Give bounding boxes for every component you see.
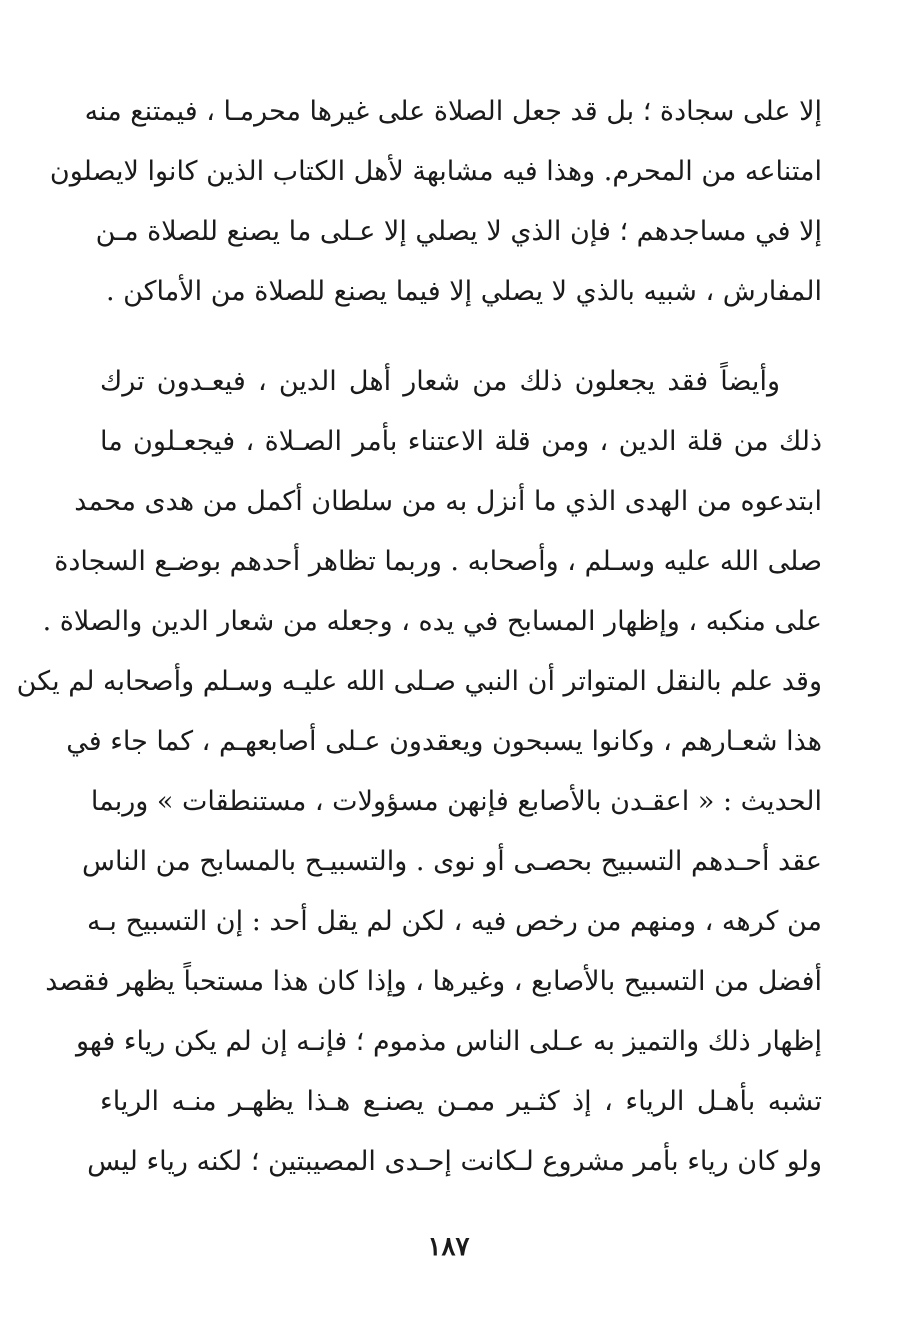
text-line: أفضل من التسبيح بالأصابع ، وغيرها ، وإذا كان هذا مستحباً يظهر فقصد (45, 966, 822, 997)
paragraph-2 (16, 352, 822, 1192)
text-line: ذلك من قلة الدين ، ومن قلة الاعتناء بأمر الصـلاة ، فيجعـلون ما (100, 426, 822, 457)
text-line: وأيضاً فقد يجعلون ذلك من شعار أهل الدين ، فيعـدون ترك (100, 366, 780, 397)
text-line: عقد أحـدهم التسبيح بحصـى أو نوى . والتسبيـح بالمسابح من الناس (82, 846, 822, 877)
text-line: إظهار ذلك والتميز به عـلى الناس مذموم ؛ فإنـه إن لم يكن رياء فهو (75, 1026, 822, 1057)
text-line: المفارش ، شبيه بالذي لا يصلي إلا فيما يصنع للصلاة من الأماكن . (105, 276, 822, 307)
text-line: من كرهه ، ومنهم من رخص فيه ، لكن لم يقل أحد : إن التسبيح بـه (87, 906, 822, 937)
text-line: هذا شعـارهم ، وكانوا يسبحون ويعقدون عـلى أصابعهـم ، كما جاء في (66, 726, 822, 757)
text-line: ولو كان رياء بأمر مشروع لـكانت إحـدى المصيبتين ؛ لكنه رياء ليس (87, 1146, 822, 1177)
text-line: صلى الله عليه وسـلم ، وأصحابه . وربما تظاهر أحدهم بوضـع السجادة (54, 546, 822, 577)
text-line: إلا في مساجدهم ؛ فإن الذي لا يصلي إلا عـلى ما يصنع للصلاة مـن (95, 216, 822, 247)
text-line: وقد علم بالنقل المتواتر أن النبي صـلى الله عليـه وسـلم وأصحابه لم يكن (16, 666, 822, 697)
page-number: ١٨٧ (427, 1232, 470, 1262)
paragraph-1 (49, 82, 822, 322)
text-line: تشبه بأهـل الرياء ، إذ كثـير ممـن يصنـع هـذا يظهـر منـه الرياء (100, 1086, 822, 1117)
text-line: الحديث : « اعقـدن بالأصابع فإنهن مسؤولات ، مستنطقات » وربما (90, 786, 822, 817)
text-line: امتناعه من المحرم. وهذا فيه مشابهة لأهل الكتاب الذين كانوا لايصلون (49, 156, 822, 187)
text-line: على منكبه ، وإظهار المسابح في يده ، وجعله من شعار الدين والصلاة . (42, 606, 822, 637)
text-line: إلا على سجادة ؛ بل قد جعل الصلاة على غيرها محرمـا ، فيمتنع منه (84, 96, 822, 127)
text-line: ابتدعوه من الهدى الذي ما أنزل به من سلطان أكمل من هدى محمد (74, 486, 822, 517)
